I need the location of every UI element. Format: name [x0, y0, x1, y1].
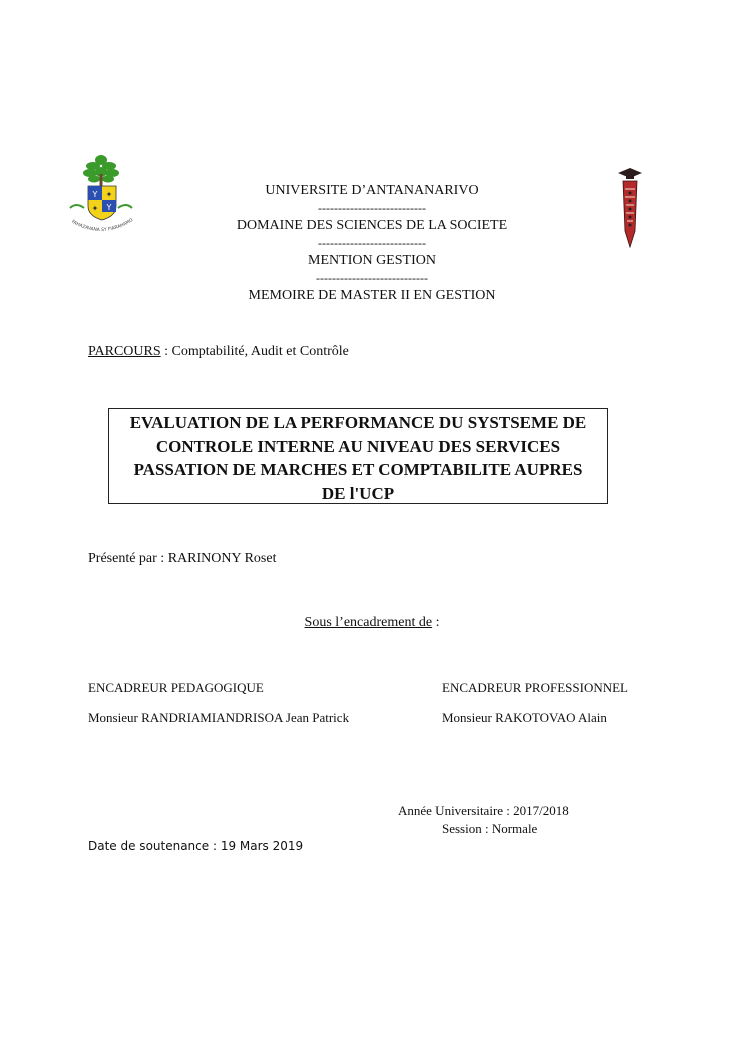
supervision-suffix: :: [432, 615, 440, 630]
pedagogical-supervisor-title: ENCADREUR PEDAGOGIQUE: [88, 680, 264, 695]
memoire-label: MEMOIRE DE MASTER II EN GESTION: [248, 288, 496, 303]
supervision-heading: [0, 615, 744, 631]
mention-name: MENTION GESTION: [308, 253, 436, 268]
svg-text:✦: ✦: [91, 204, 99, 213]
parcours-value: : Comptabilité, Audit et Contrôle: [160, 344, 349, 359]
professional-supervisor-name: Monsieur RAKOTOVAO Alain: [442, 710, 607, 725]
separator: ----------------------------: [316, 270, 428, 285]
parcours-label: PARCOURS: [88, 344, 161, 359]
thesis-title-box: [108, 408, 608, 504]
separator: ---------------------------: [318, 200, 426, 215]
academic-year: Année Universitaire : 2017/2018: [398, 803, 569, 818]
svg-text:Y: Y: [106, 203, 112, 212]
thesis-title-line: EVALUATION DE LA PERFORMANCE DU SYSTSEME DE: [129, 413, 587, 432]
parcours-line: [88, 344, 349, 360]
svg-text:Y: Y: [92, 190, 98, 199]
pedagogical-supervisor-name: Monsieur RANDRIAMIANDRISOA Jean Patrick: [88, 710, 350, 725]
svg-text:✦: ✦: [105, 190, 113, 199]
thesis-title-line: PASSATION DE MARCHES ET COMPTABILITE AUPRES: [133, 460, 583, 479]
domain-name: DOMAINE DES SCIENCES DE LA SOCIETE: [236, 218, 508, 233]
supervision-label: Sous l’encadrement de: [304, 615, 433, 630]
faculty-emblem-icon: [612, 165, 648, 251]
session: Session : Normale: [442, 821, 538, 836]
university-crest-icon: [60, 150, 142, 242]
header-block: [200, 182, 544, 305]
thesis-title-line: DE l'UCP: [321, 483, 395, 503]
university-name: UNIVERSITE D’ANTANANARIVO: [265, 183, 479, 198]
thesis-title-line: CONTROLE INTERNE AU NIVEAU DES SERVICES: [155, 436, 561, 456]
separator: ---------------------------: [318, 235, 426, 250]
professional-supervisor-title: ENCADREUR PROFESSIONNEL: [442, 680, 628, 695]
svg-text:FAHAZAVANA SY FIARAHAMONINA: FAHAZAVANA SY FIARAHAMO: [70, 218, 135, 234]
presented-by: Présenté par : RARINONY Roset: [88, 551, 277, 566]
defense-date: Date de soutenance : 19 Mars 2019: [88, 839, 304, 853]
